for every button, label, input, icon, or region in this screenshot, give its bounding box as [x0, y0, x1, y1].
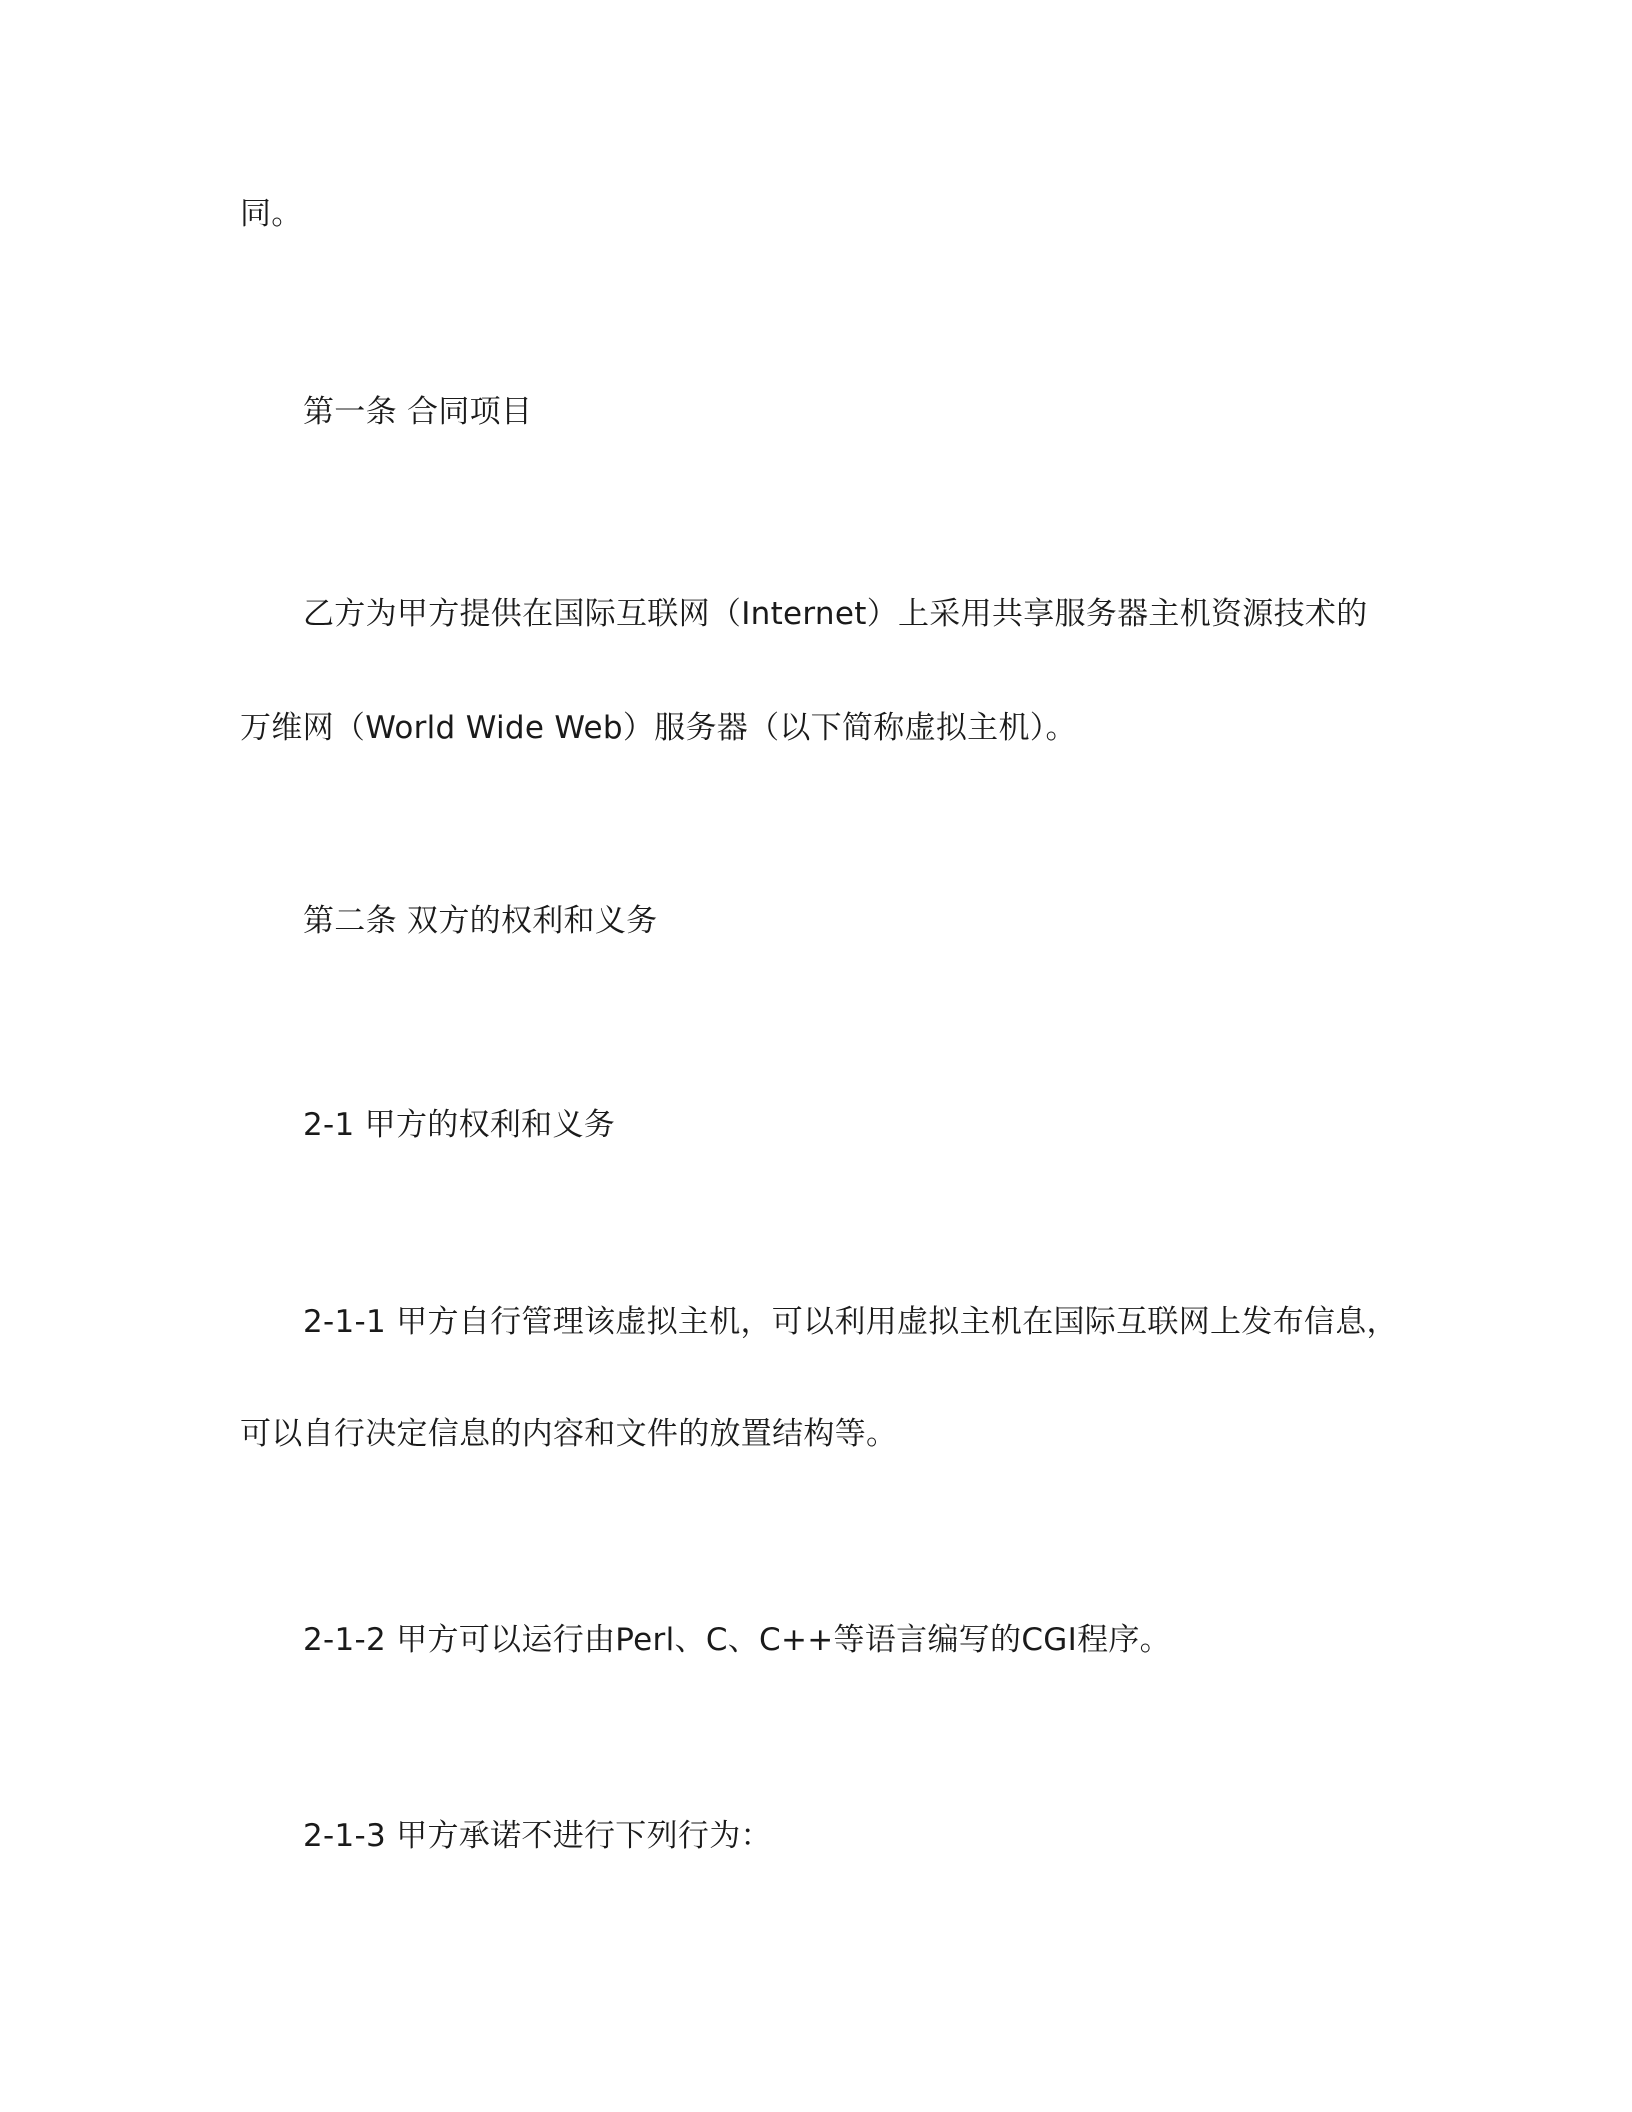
article-1-body-line-1: 乙方为甲方提供在国际互联网（Internet）上采用共享服务器主机资源技术的 [303, 596, 1368, 632]
clause-2-1-1-line-2: 可以自行决定信息的内容和文件的放置结构等。 [240, 1416, 898, 1452]
article-1-body-line-2: 万维网（World Wide Web）服务器（以下简称虚拟主机）。 [240, 710, 1077, 746]
article-2-heading: 第二条 双方的权利和义务 [303, 903, 658, 939]
clause-2-1-3: 2-1-3 甲方承诺不进行下列行为： [303, 1818, 772, 1854]
clause-2-1-1-line-1: 2-1-1 甲方自行管理该虚拟主机，可以利用虚拟主机在国际互联网上发布信息， [303, 1304, 1398, 1340]
clause-2-1-2: 2-1-2 甲方可以运行由Perl、C、C++等语言编写的CGI程序。 [303, 1622, 1171, 1658]
paragraph-continuation: 同。 [240, 196, 303, 232]
article-1-heading: 第一条 合同项目 [303, 394, 533, 430]
section-2-1-heading: 2-1 甲方的权利和义务 [303, 1107, 616, 1143]
